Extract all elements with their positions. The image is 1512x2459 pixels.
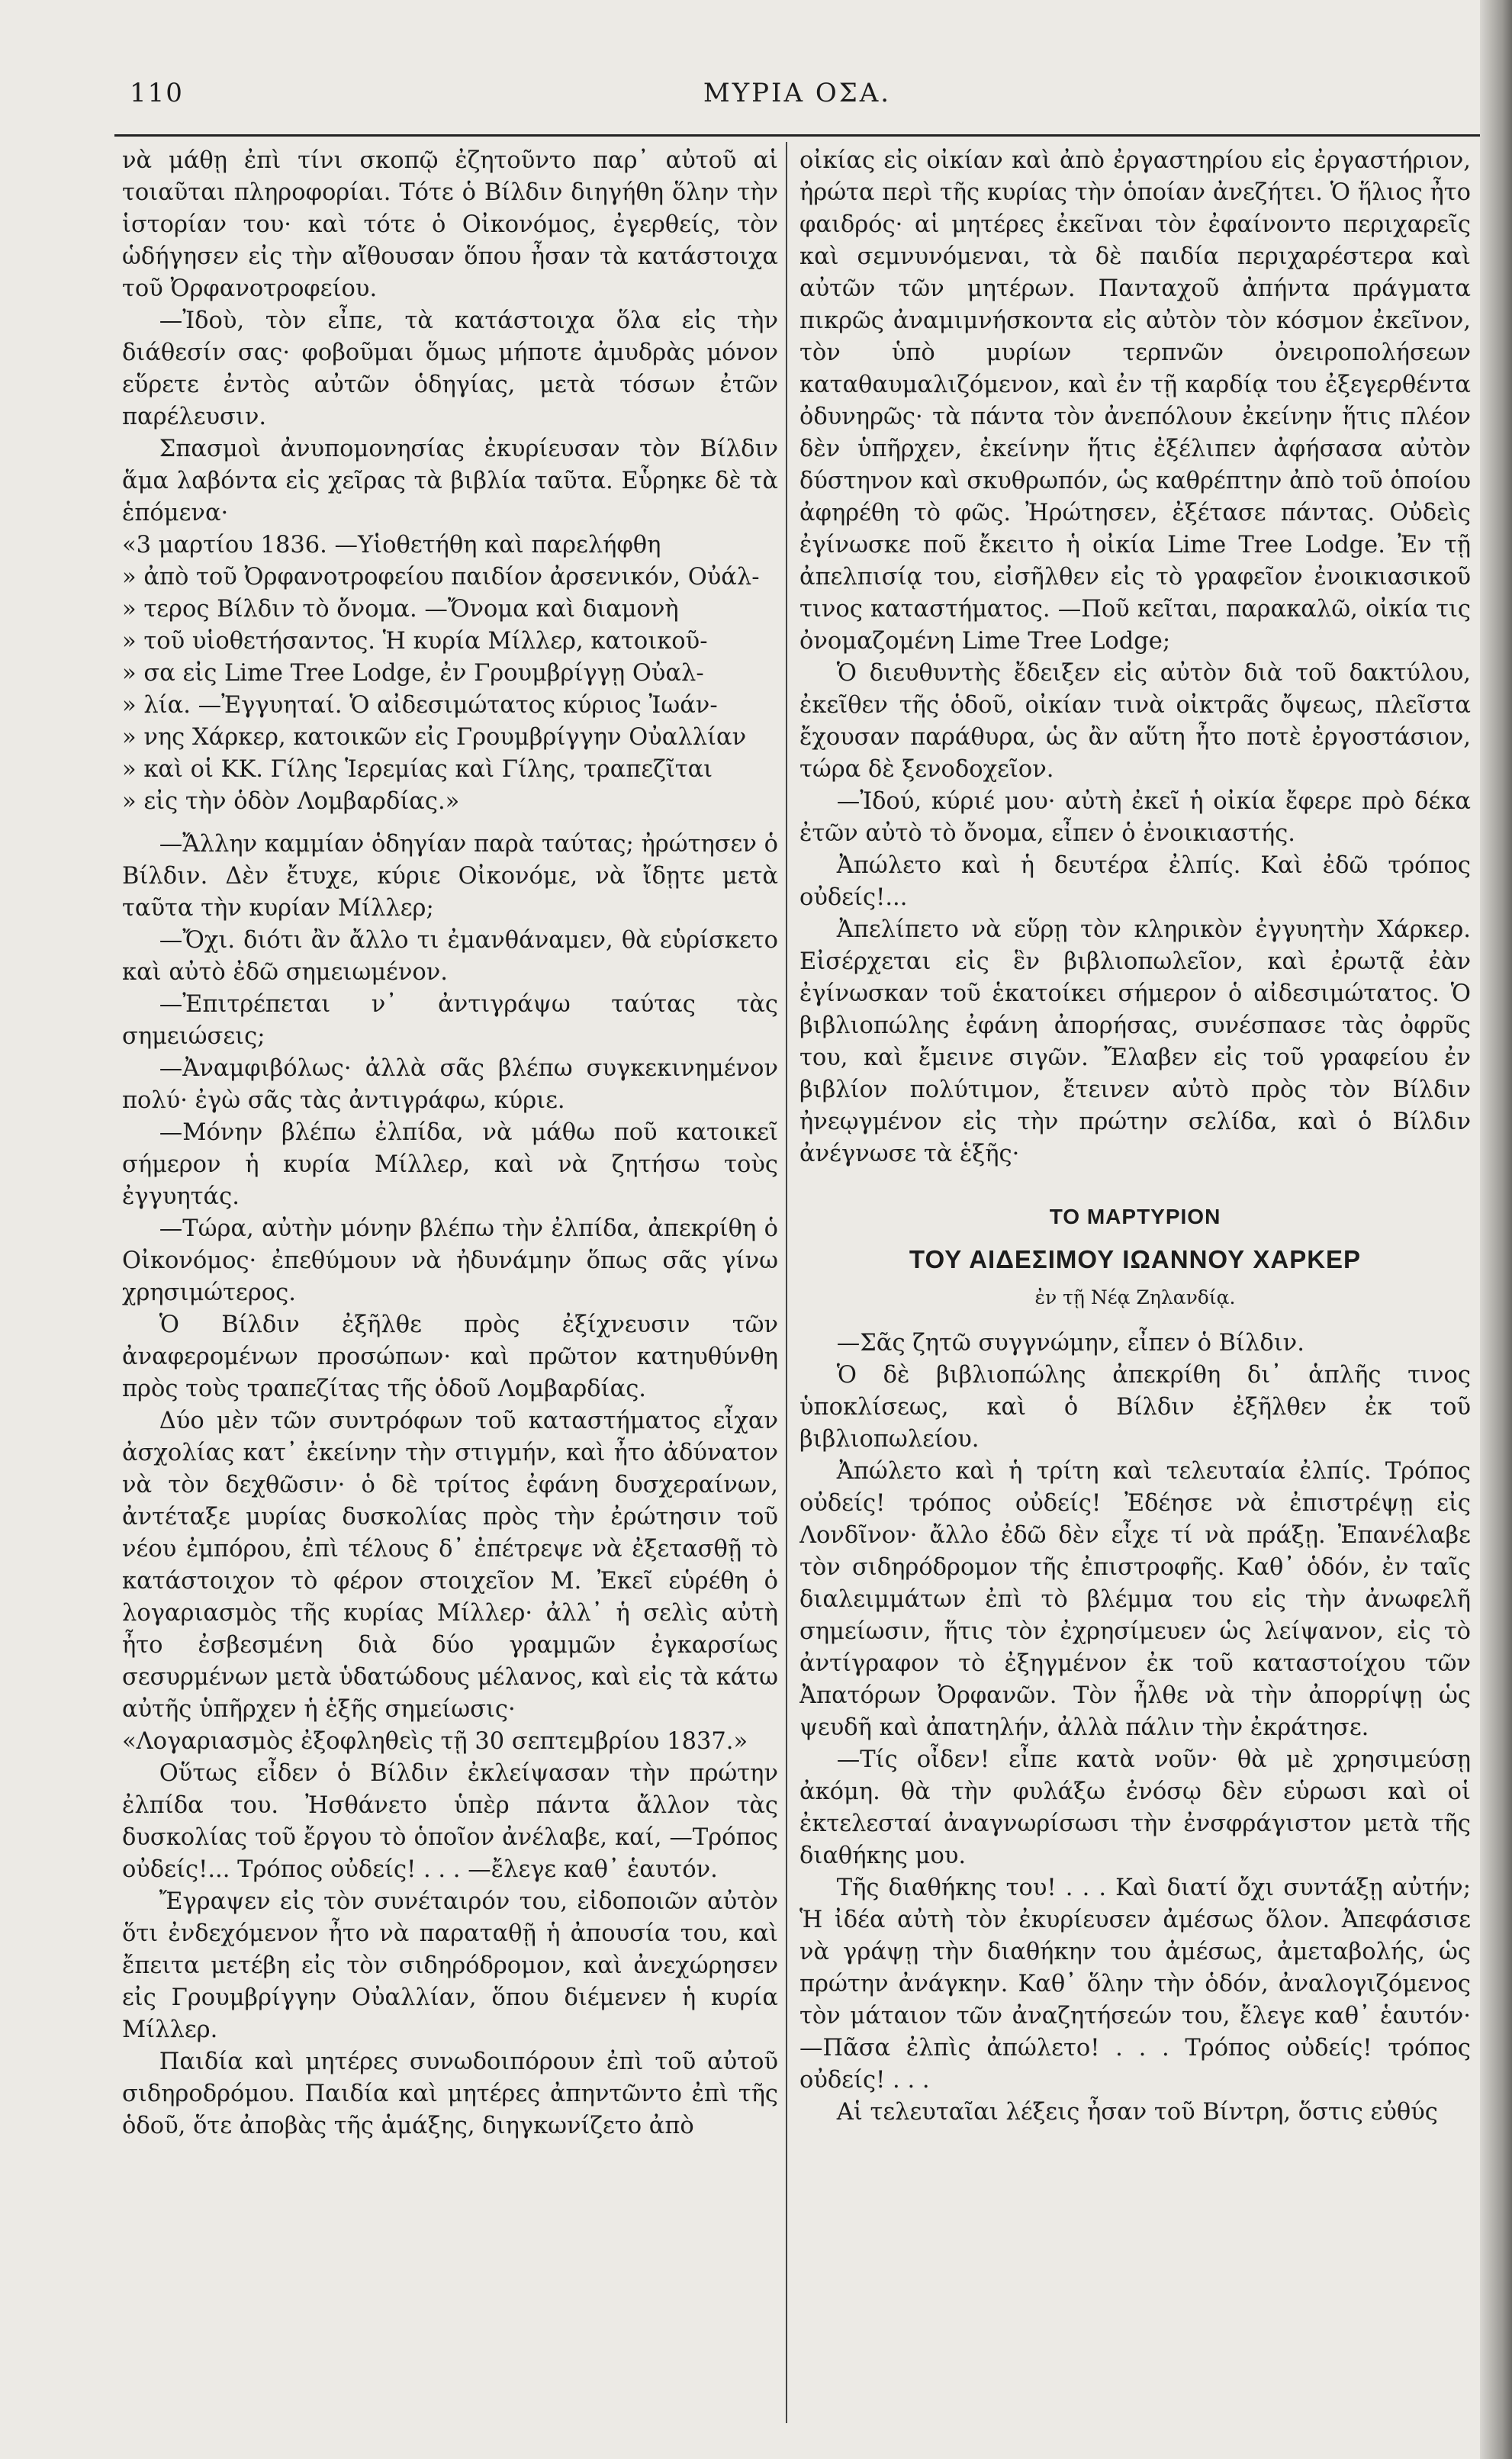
paragraph: —Τώρα, αὐτὴν μόνην βλέπω τὴν ἐλπίδα, ἀπεκρίθη ὁ Οἰκονόμος· ἐπεθύμουν νὰ ἠδυνάμην ὅπως σᾶς γίνω χρησιμώτερος. [122, 1215, 778, 1306]
paragraph: Παιδία καὶ μητέρες συνωδοιπόρουν ἐπὶ τοῦ αὐτοῦ σιδηροδρόμου. Παιδία καὶ μητέρες ἀπηντῶντο ἐπὶ τῆς ὁδοῦ, ὅτε ἀποβὰς τῆς ἁμάξης, διηγκωνίζετο ἀπὸ [122, 2049, 778, 2139]
paragraph: οἰκίας εἰς οἰκίαν καὶ ἀπὸ ἐργαστηρίου εἰς ἐργαστήριον, ἠρώτα περὶ τῆς κυρίας τὴν ὁποίαν ἀνεζήτει. Ὁ ἥλιος ἦτο φαιδρός· αἱ μητέρες ἐκεῖναι τὸν ἐφαίνοντο περιχαρεῖς καὶ σεμνυνόμεναι, τὰ δὲ παιδία περιχαρέστερα καὶ αὐτῶν τῶν μητέρων. Πανταχοῦ ἀπήντα πράγματα πικρῶς ἀναμιμνήσκοντα εἰς αὐτὸν τὸν κόσμον ἐκεῖνον, τὸν ὑπὸ μυρίων τερπνῶν ὀνειροπολήσεων καταθαυμαλιζόμενον, καὶ ἐν τῇ καρδίᾳ του ἐξεγερθέντα ὀδυνηρῶς· τὰ πάντα τὸν ἀνεπόλουν ἐκείνην ἥτις πλέον δὲν ὑπῆρχεν, ἐκείνην ἥτις ἐξέλιπεν ἀφήσασα αὐτὸν δύστηνον καὶ σκυθρωπόν, ὡς καθρέπτην ἀπὸ τοῦ ὁποίου ἀφηρέθη τὸ φῶς. Ἠρώτησεν, ἐξέτασε πάντας. Οὐδεὶς ἐγίνωσκε ποῦ ἔκειτο ἡ οἰκία Lime Tree Lodge. Ἐν τῇ ἀπελπισίᾳ του, εἰσῆλθεν εἰς τὸ γραφεῖον ἐνοικιασικοῦ τινος καταστήματος. —Ποῦ κεῖται, παρακαλῶ, οἰκία τις ὀνομαζομένη Lime Tree Lodge; [799, 147, 1471, 655]
paragraph: Ἀπώλετο καὶ ἡ δευτέρα ἐλπίς. Καὶ ἐδῶ τρόπος οὐδείς!... [799, 852, 1471, 911]
paragraph: Ἔγραψεν εἰς τὸν συνέταιρόν του, εἰδοποιῶν αὐτὸν ὅτι ἐνδεχόμενον ἦτο νὰ παραταθῇ ἡ ἀπουσία του, καὶ ἔπειτα μετέβη εἰς τὸν σιδηρόδρομον, καὶ ἀνεχώρησεν εἰς Γρουμβρίγγην Οὐαλλίαν, ὅπου διέμενεν ἡ κυρία Μίλλερ. [122, 1888, 778, 2043]
paragraph: Ἀπελίπετο νὰ εὕρῃ τὸν κληρικὸν ἐγγυητὴν Χάρκερ. Εἰσέρχεται εἰς ἓν βιβλιοπωλεῖον, καὶ ἐρωτᾷ ἐὰν ἐγίνωσκαν τοῦ ἑκατοίκει σήμερον ὁ αἰδεσιμώτατος. Ὁ βιβλιοπώλης ἐφάνη ἀπορήσας, συνέσπασε τὰς ὀφρῦς του, καὶ ἔμεινε σιγῶν. Ἔλαβεν εἰς τοῦ γραφείου ἐν βιβλίον πολύτιμον, ἔτεινεν αὐτὸ πρὸς τὸν Βίλδιν ἠνεῳγμένον εἰς τὴν πρώτην σελίδα, καὶ ὁ Βίλδιν ἀνέγνωσε τὰ ἑξῆς· [799, 916, 1471, 1167]
paragraph: —Ἰδού, κύριέ μου· αὐτὴ ἐκεῖ ἡ οἰκία ἔφερε πρὸ δέκα ἐτῶν αὐτὸ τὸ ὄνομα, εἶπεν ὁ ἐνοικιαστής. [799, 788, 1471, 847]
paragraph: —Ἀναμφιβόλως· ἀλλὰ σᾶς βλέπω συγκεκινημένον πολύ· ἐγὼ σᾶς τὰς ἀντιγράφω, κύριε. [122, 1055, 778, 1114]
paragraph: Δύο μὲν τῶν συντρόφων τοῦ καταστήματος εἶχαν ἀσχολίας κατ᾽ ἐκείνην τὴν στιγμήν, καὶ ἦτο ἀδύνατον νὰ τὸν δεχθῶσιν· ὁ δὲ τρίτος ἐφάνη δυσχεραίνων, ἀντέταξε μυρίας δυσκολίας πρὸς τὴν ἐρώτησιν τοῦ νέου ἐμπόρου, ἐπὶ τέλους δ᾽ ἐπέτρεψε νὰ ἐξετασθῇ τὸ κατάστοιχον τὸ φέρον στοιχεῖον Μ. Ἐκεῖ εὑρέθη ὁ λογαριασμὸς τῆς κυρίας Μίλλερ· ἀλλ᾽ ἡ σελὶς αὐτὴ ἦτο ἐσβεσμένη διὰ δύο γραμμῶν ἐγκαρσίως σεσυρμένων μετὰ ὑδατώδους μέλανος, καὶ εἰς τὰ κάτω αὐτῆς ὑπῆρχεν ἡ ἑξῆς σημείωσις· [122, 1408, 778, 1723]
register-quote [122, 529, 778, 818]
quote-line: «3 μαρτίου 1836. —Υἱοθετήθη καὶ παρελήφθη [122, 532, 661, 558]
paragraph: —Ἐπιτρέπεται ν᾽ ἀντιγράψω ταύτας τὰς σημειώσεις; [122, 991, 778, 1050]
left-column [122, 145, 778, 2434]
page-number: 110 [130, 78, 184, 108]
section-heading: ΤΟΥ ΑΙΔΕΣΙΜΟΥ ΙΩΑΝΝΟΥ ΧΑΡΚΕΡ [909, 1245, 1362, 1273]
paragraph: —Ὄχι. διότι ἂν ἄλλο τι ἐμανθάναμεν, θὰ εὑρίσκετο καὶ αὐτὸ ἐδῶ σημειωμένον. [122, 927, 778, 986]
quote-line: » νης Χάρκερ, κατοικῶν εἰς Γρουμβρίγγην Οὐαλλίαν [122, 724, 747, 751]
paragraph: Οὕτως εἶδεν ὁ Βίλδιν ἐκλείψασαν τὴν πρώτην ἐλπίδα του. Ἠσθάνετο ὑπὲρ πάντα ἄλλον τὰς δυσκολίας τοῦ ἔργου τὸ ὁποῖον ἀνέλαβε, καί, —Τρόπος οὐδείς!... Τρόπος οὐδείς! . . . —ἔλεγε καθ᾽ ἑαυτόν. [122, 1760, 778, 1883]
quote-line: » ἀπὸ τοῦ Ὀρφανοτροφείου παιδίον ἀρσενικόν, Οὐάλ- [122, 564, 760, 591]
header-rule [114, 134, 1480, 137]
paragraph: Τῆς διαθήκης του! . . . Καὶ διατί ὄχι συντάξῃ αὐτήν; Ἡ ἰδέα αὐτὴ τὸν ἐκυρίευσεν ἀμέσως ὅλον. Ἀπεφάσισε νὰ γράψῃ τὴν διαθήκην του ἀμέσως, ἀμεταβολής, ὡς πρώτην ἀνάγκην. Καθ᾽ ὅλην τὴν ὁδόν, ἀναλογιζόμενος τὸν μάταιον τῶν ἀναζητήσεών του, ἔλεγε καθ᾽ ἑαυτόν· —Πᾶσα ἐλπὶς ἀπώλετο! . . . Τρόπος οὐδείς! τρόπος οὐδείς! . . . [799, 1875, 1471, 2094]
quote-line: » τοῦ υἱοθετήσαντος. Ἡ κυρία Μίλλερ, κατοικοῦ- [122, 628, 708, 655]
quote-line: » καὶ οἱ ΚΚ. Γίλης Ἱερεμίας καὶ Γίλης, τραπεζῖται [122, 756, 713, 783]
paragraph: Σπασμοὶ ἀνυπομονησίας ἐκυρίευσαν τὸν Βίλδιν ἅμα λαβόντα εἰς χεῖρας τὰ βιβλία ταῦτα. Εὗρηκε δὲ τὰ ἑπόμενα· [122, 436, 778, 526]
paragraph: —Ἰδοὺ, τὸν εἶπε, τὰ κατάστοιχα ὅλα εἰς τὴν διάθεσίν σας· φοβοῦμαι ὅμως μήποτε ἀμυδρὰς μόνον εὕρετε ἐντὸς αὐτῶν ὁδηγίας, μετὰ τόσων ἐτῶν παρέλευσιν. [122, 307, 778, 430]
binding-edge [1480, 0, 1512, 2459]
paragraph: Ὁ διευθυντὴς ἔδειξεν εἰς αὐτὸν διὰ τοῦ δακτύλου, ἐκεῖθεν τῆς ὁδοῦ, οἰκίαν τινὰ οἰκτρᾶς ὄψεως, πλεῖστα ἔχουσαν παράθυρα, ὡς ἂν αὕτη ἦτο ποτὲ ἐργοστάσιον, τώρα δὲ ξενοδοχεῖον. [799, 660, 1471, 783]
section-heading: ΤΟ ΜΑΡΤΥΡΙΟΝ [1049, 1205, 1221, 1228]
right-column [799, 145, 1471, 2434]
spacer [122, 818, 778, 829]
paragraph: —Τίς οἶδεν! εἶπε κατὰ νοῦν· θὰ μὲ χρησιμεύσῃ ἀκόμη. θὰ τὴν φυλάξω ἐνόσῳ δὲν εὑρωσι καὶ οἱ ἐκτελεσταί ἀναγνωρίσωσι τὴν ἐνσφράγιστον μετὰ τῆς διαθήκης μου. [799, 1746, 1471, 1869]
paragraph: Ὁ Βίλδιν ἐξῆλθε πρὸς ἐξίχνευσιν τῶν ἀναφερομένων προσώπων· καὶ πρῶτον κατηυθύνθη πρὸς τοὺς τραπεζίτας τῆς ὁδοῦ Λομβαρδίας. [122, 1312, 778, 1402]
quote-line: » εἰς τὴν ὁδὸν Λομβαρδίας.» [122, 788, 460, 815]
paragraph: Αἱ τελευταῖαι λέξεις ἦσαν τοῦ Βίντρη, ὅστις εὐθύς [836, 2099, 1438, 2126]
quote-line: » τερος Βίλδιν τὸ ὄνομα. —Ὄνομα καὶ διαμονὴ [122, 596, 679, 623]
paragraph: Ἀπώλετο καὶ ἡ τρίτη καὶ τελευταία ἐλπίς. Τρόπος οὐδείς! τρόπος οὐδείς! Ἐδέησε νὰ ἐπιστρέψῃ εἰς Λονδῖνον· ἄλλο ἐδῶ δὲν εἶχε τί νὰ πράξῃ. Ἐπανέλαβε τὸν σιδηρόδρομον τῆς ἐπιστροφῆς. Καθ᾽ ὁδόν, ἐν ταῖς διαλειμμάτων ἐπὶ τὸ βλέμμα του εἰς τὴν ἀνωφελῆ σημείωσιν, ἥτις τὸν ἐχρησίμευεν ὡς λείψανον, εἰς τὸ ἀντίγραφον τὸ ἐξηγμένον ἐκ τοῦ καταστοίχου τῶν Ἀπατόρων Ὀρφανῶν. Τὸν ἦλθε νὰ τὴν ἀπορρίψῃ ὡς ψευδῆ καὶ ἀπατηλήν, ἀλλὰ πάλιν τὴν ἐκράτησε. [799, 1458, 1471, 1741]
paragraph: «Λογαριασμὸς ἐξοφληθεὶς τῇ 30 σεπτεμβρίου 1837.» [122, 1728, 748, 1755]
page-header [114, 70, 1480, 124]
paragraph: νὰ μάθῃ ἐπὶ τίνι σκοπῷ ἐζητοῦντο παρ᾽ αὐτοῦ αἱ τοιαῦται πληροφορίαι. Τότε ὁ Βίλδιν διηγήθη ὅλην τὴν ἱστορίαν του· καὶ τότε ὁ Οἰκονόμος, ἐγερθείς, τὸν ὡδήγησεν εἰς τὴν αἴθουσαν ὅπου ἦσαν τὰ κατάστοιχα τοῦ Ὀρφανοτροφείου. [122, 147, 778, 302]
paragraph: —Μόνην βλέπω ἐλπίδα, νὰ μάθω ποῦ κατοικεῖ σήμερον ἡ κυρία Μίλλερ, καὶ νὰ ζητήσω τοὺς ἐγγυητάς. [122, 1119, 778, 1210]
quote-line: » λία. —Ἐγγυηταί. Ὁ αἰδεσιμώτατος κύριος Ἰωάν- [122, 692, 718, 719]
paragraph: —Ἄλλην καμμίαν ὁδηγίαν παρὰ ταύτας; ἠρώτησεν ὁ Βίλδιν. Δὲν ἔτυχε, κύριε Οἰκονόμε, νὰ ἴδῃτε μετὰ ταῦτα τὴν κυρίαν Μίλλερ; [122, 831, 778, 922]
column-divider [786, 142, 787, 2423]
running-title: ΜΥΡΙΑ ΟΣΑ. [703, 78, 892, 108]
paragraph: Ὁ δὲ βιβλιοπώλης ἀπεκρίθη δι᾽ ἁπλῆς τινος ὑποκλίσεως, καὶ ὁ Βίλδιν ἐξῆλθεν ἐκ τοῦ βιβλιοπωλείου. [799, 1362, 1471, 1453]
quote-line: » σα εἰς Lime Tree Lodge, ἐν Γρουμβρίγγῃ Οὐαλ- [122, 660, 704, 687]
section-subheading: ἐν τῇ Νέᾳ Ζηλανδίᾳ. [1034, 1286, 1236, 1308]
paragraph: —Σᾶς ζητῶ συγγνώμην, εἶπεν ὁ Βίλδιν. [836, 1330, 1305, 1357]
